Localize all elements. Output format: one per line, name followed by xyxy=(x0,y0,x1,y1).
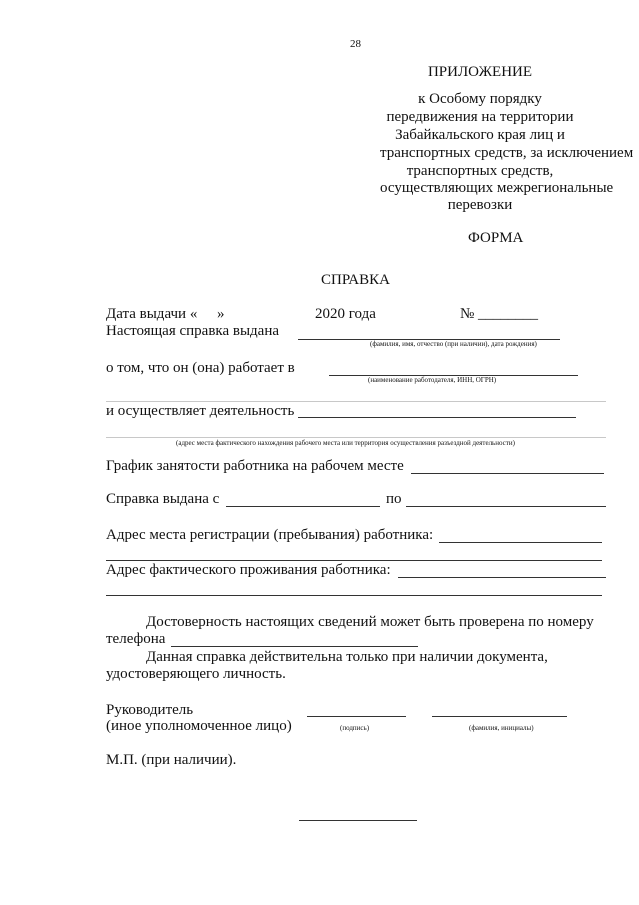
issue-year: 2020 года xyxy=(315,306,376,322)
divider-line xyxy=(106,401,606,402)
verification-text: Достоверность настоящих сведений может быть проверена по номеру xyxy=(146,614,594,630)
issued-to-label: Настоящая справка выдана xyxy=(106,323,280,339)
appendix-line: осуществляющих межрегиональные xyxy=(380,180,614,196)
document-title: СПРАВКА xyxy=(321,272,390,288)
works-at-hint: (наименование работодателя, ИНН, ОГРН) xyxy=(368,376,497,384)
appendix-line: перевозки xyxy=(447,197,513,213)
form-label: ФОРМА xyxy=(468,230,524,246)
activity-field[interactable] xyxy=(298,417,576,418)
registration-address-label: Адрес места регистрации (пребывания) работника: xyxy=(106,527,434,543)
signatory-name-hint: (фамилия, инициалы) xyxy=(469,724,534,732)
verification-phone-field[interactable] xyxy=(171,646,418,647)
valid-to-label: по xyxy=(386,491,402,507)
schedule-field[interactable] xyxy=(411,473,604,474)
issue-date-label: Дата выдачи « xyxy=(106,306,198,322)
works-at-label: о том, что он (она) работает в xyxy=(106,360,295,376)
signature-hint: (подпись) xyxy=(340,724,370,732)
verification-phone-label: телефона xyxy=(106,631,166,647)
end-separator xyxy=(299,820,417,821)
actual-address-field-cont[interactable] xyxy=(106,595,602,596)
activity-hint: (адрес места фактического нахождения рабочего места или территория осуществления разъездной деятельности) xyxy=(176,439,515,447)
appendix-line: передвижения на территории xyxy=(386,109,574,125)
divider-line xyxy=(106,437,606,438)
validity-text-cont: удостоверяющего личность. xyxy=(106,666,286,682)
actual-address-label: Адрес фактического проживания работника: xyxy=(106,562,391,578)
issued-to-hint: (фамилия, имя, отчество (при наличии), дата рождения) xyxy=(370,340,537,348)
certificate-number-field[interactable]: № ________ xyxy=(460,306,539,322)
actual-address-field[interactable] xyxy=(398,577,606,578)
schedule-label: График занятости работника на рабочем месте xyxy=(106,458,404,474)
signatory-name-field[interactable] xyxy=(432,716,567,717)
page-number: 28 xyxy=(350,38,361,50)
appendix-title: ПРИЛОЖЕНИЕ xyxy=(427,64,533,80)
appendix-line: транспортных средств, xyxy=(406,163,554,179)
valid-from-label: Справка выдана с xyxy=(106,491,220,507)
head-label: Руководитель xyxy=(106,702,194,718)
stamp-label: М.П. (при наличии). xyxy=(106,752,237,768)
registration-address-field[interactable] xyxy=(439,542,602,543)
appendix-line: к Особому порядку xyxy=(418,91,542,107)
valid-from-field[interactable] xyxy=(226,506,380,507)
appendix-line: транспортных средств, за исключением xyxy=(380,145,634,161)
head-sub-label: (иное уполномоченное лицо) xyxy=(106,718,292,734)
validity-text: Данная справка действительна только при наличии документа, xyxy=(146,649,548,665)
valid-to-field[interactable] xyxy=(406,506,606,507)
appendix-line: Забайкальского края лиц и xyxy=(395,127,565,143)
activity-label: и осуществляет деятельность xyxy=(106,403,295,419)
registration-address-field-cont[interactable] xyxy=(106,560,602,561)
signature-field[interactable] xyxy=(307,716,406,717)
issue-date-close: » xyxy=(217,306,225,322)
